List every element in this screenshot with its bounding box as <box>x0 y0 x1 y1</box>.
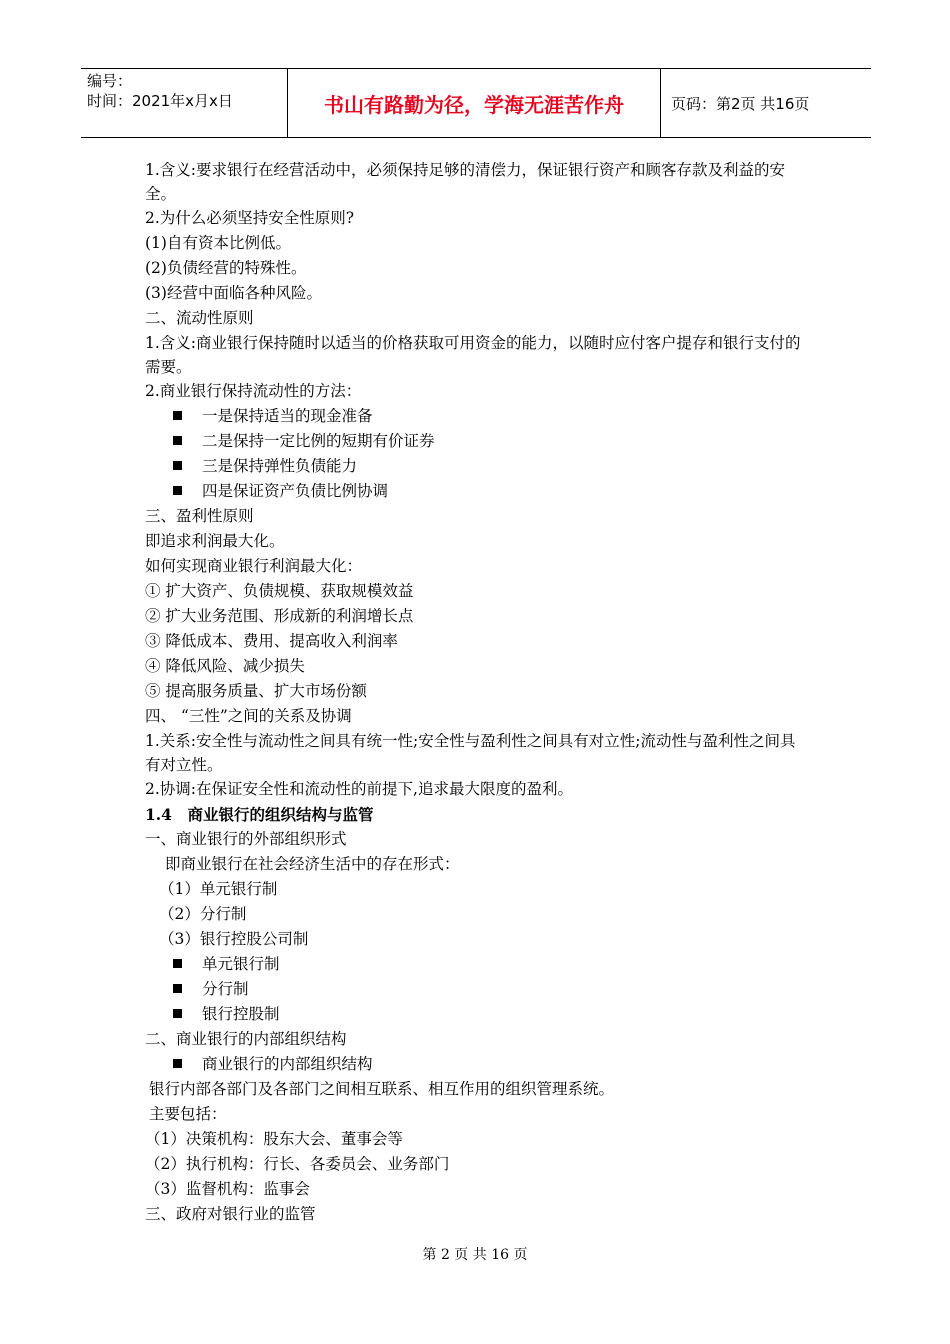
section-heading: 三、盈利性原则 <box>145 507 254 525</box>
page-footer: 第 2 页 共 16 页 <box>422 1247 528 1263</box>
bullet-square-icon <box>173 436 182 445</box>
header-meta <box>81 69 288 137</box>
list-item: （2）执行机构：行长、各委员会、业务部门 <box>145 1155 450 1173</box>
bullet-square-icon <box>173 984 182 993</box>
circled-item: ③ 降低成本、费用、提高收入利润率 <box>145 632 398 650</box>
number-label: 编号： <box>87 72 133 90</box>
bullet-text: 四是保证资产负债比例协调 <box>202 482 389 500</box>
time-label: 时间：2021年x月x日 <box>87 92 233 110</box>
chapter-heading: 1.4 商业银行的组织结构与监管 <box>145 805 374 824</box>
bullet-square-icon <box>173 486 182 495</box>
bullet-text: 二是保持一定比例的短期有价证券 <box>202 432 435 450</box>
bullet-item <box>145 977 810 1002</box>
bullet-square-icon <box>173 1009 182 1018</box>
paragraph: (2)负债经营的特殊性。 <box>145 259 307 277</box>
bullet-item <box>145 404 810 429</box>
paragraph: 1.含义:要求银行在经营活动中，必须保持足够的清偿力，保证银行资产和顾客存款及利益的安全。 <box>145 161 786 203</box>
paragraph: 1.关系:安全性与流动性之间具有统一性;安全性与盈利性之间具有对立性;流动性与盈利性之间具有对立性。 <box>145 732 796 774</box>
bullet-square-icon <box>173 1059 182 1068</box>
paragraph: 1.含义:商业银行保持随时以适当的价格获取可用资金的能力，以随时应付客户提存和银行支付的需要。 <box>145 334 801 376</box>
bullet-text: 单元银行制 <box>202 955 280 973</box>
bullet-item <box>145 429 810 454</box>
paragraph: 银行内部各部门及各部门之间相互联系、相互作用的组织管理系统。 <box>149 1080 615 1098</box>
bullet-item <box>145 1002 810 1027</box>
bullet-text: 分行制 <box>202 980 249 998</box>
list-item: （1）决策机构：股东大会、董事会等 <box>145 1130 403 1148</box>
document-body <box>145 158 810 1227</box>
paragraph: (1)自有资本比例低。 <box>145 234 291 252</box>
list-item: （3）银行控股公司制 <box>159 930 309 948</box>
paragraph: 即追求利润最大化。 <box>145 532 285 550</box>
paragraph: 2.商业银行保持流动性的方法： <box>145 382 362 400</box>
paragraph: 即商业银行在社会经济生活中的存在形式： <box>165 855 460 873</box>
bullet-square-icon <box>173 411 182 420</box>
section-heading: 二、流动性原则 <box>145 309 254 327</box>
header-motto: 书山有路勤为径，学海无涯苦作舟 <box>288 69 661 137</box>
bullet-item <box>145 454 810 479</box>
paragraph: 主要包括： <box>149 1105 227 1123</box>
bullet-square-icon <box>173 461 182 470</box>
paragraph: 2.协调:在保证安全性和流动性的前提下,追求最大限度的盈利。 <box>145 780 573 798</box>
circled-item: ⑤ 提高服务质量、扩大市场份额 <box>145 682 367 700</box>
bullet-item <box>145 1052 810 1077</box>
bullet-text: 银行控股制 <box>202 1005 280 1023</box>
section-heading: 二、商业银行的内部组织结构 <box>145 1030 347 1048</box>
circled-item: ① 扩大资产、负债规模、获取规模效益 <box>145 582 414 600</box>
list-item: （1）单元银行制 <box>159 880 278 898</box>
bullet-item <box>145 479 810 504</box>
bullet-item <box>145 952 810 977</box>
paragraph: (3)经营中面临各种风险。 <box>145 284 322 302</box>
bullet-text: 商业银行的内部组织结构 <box>202 1055 373 1073</box>
header-table <box>81 68 871 138</box>
paragraph: 2.为什么必须坚持安全性原则? <box>145 209 355 227</box>
section-heading: 四、 “三性”之间的关系及协调 <box>145 707 352 725</box>
list-item: （3）监督机构：监事会 <box>145 1180 310 1198</box>
paragraph: 如何实现商业银行利润最大化： <box>145 557 363 575</box>
section-heading: 三、政府对银行业的监管 <box>145 1205 316 1223</box>
bullet-text: 一是保持适当的现金准备 <box>202 407 373 425</box>
circled-item: ④ 降低风险、减少损失 <box>145 657 305 675</box>
bullet-square-icon <box>173 959 182 968</box>
bullet-text: 三是保持弹性负债能力 <box>202 457 358 475</box>
section-heading: 一、商业银行的外部组织形式 <box>145 830 347 848</box>
circled-item: ② 扩大业务范围、形成新的利润增长点 <box>145 607 414 625</box>
header-page-info: 页码：第2页 共16页 <box>671 94 810 113</box>
list-item: （2）分行制 <box>159 905 247 923</box>
